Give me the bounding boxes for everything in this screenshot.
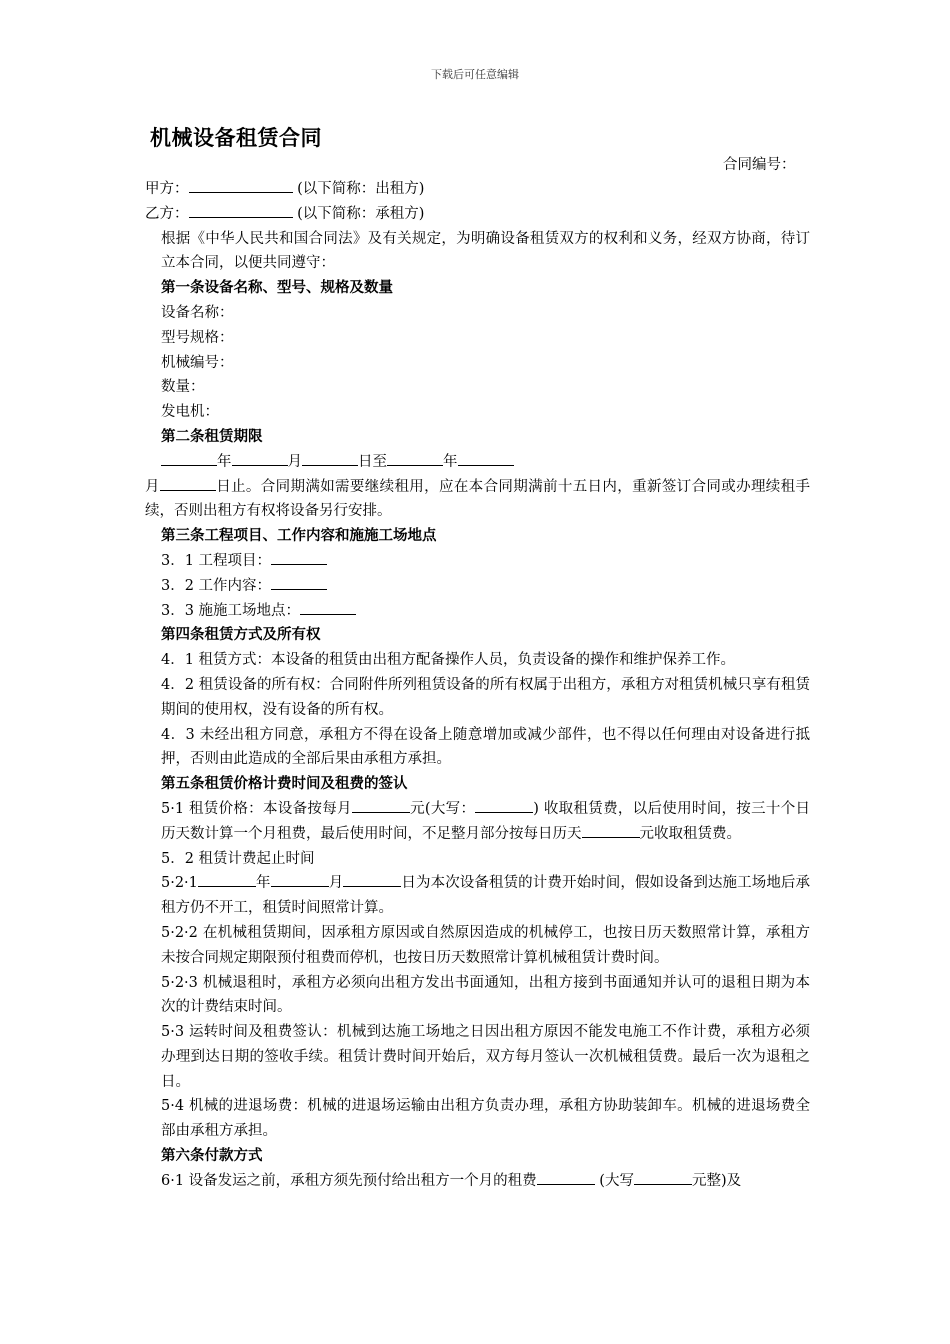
end-year-blank-a[interactable]	[387, 450, 443, 466]
quantity-field: 数量：	[161, 379, 205, 396]
article-5-heading: 第五条租赁价格计费时间及租费的签认	[161, 775, 408, 793]
clause-5-1-text-d: 元收取租赁费。	[639, 825, 741, 842]
party-b-blank[interactable]	[189, 202, 293, 218]
lease-period-line	[145, 450, 810, 475]
preamble: 根据《中华人民共和国合同法》及有关规定，为明确设备租赁双方的权利和义务，经双方协商，待订立本合同，以便共同遵守：	[161, 230, 810, 272]
year-label: 年	[217, 453, 232, 470]
project-blank[interactable]	[271, 549, 327, 565]
clause-5-2-1-num: 5·2·1	[161, 875, 198, 892]
start-day-blank[interactable]	[302, 450, 358, 466]
clause-5-2-3: 5·2·3 机械退租时，承租方必须向出租方发出书面通知，出租方接到书面通知并认可的退租日期为本次的计费结束时间。	[161, 974, 810, 1016]
site-location-item	[145, 599, 810, 624]
party-b-suffix: (以下简称：承租方)	[292, 205, 425, 222]
party-a-blank[interactable]	[189, 177, 293, 193]
machine-number-field: 机械编号：	[161, 354, 234, 371]
download-note: 下载后可任意编辑	[431, 68, 519, 81]
clause-6-1-text-b: (大写	[594, 1172, 634, 1189]
year-label-2: 年	[443, 453, 458, 470]
clause-6-1-text-a: 6·1 设备发运之前，承租方须先预付给出租方一个月的租费	[161, 1172, 537, 1189]
clause-5-1	[145, 797, 810, 847]
day-to-label: 日至	[358, 453, 387, 470]
site-location-label: 3．3 施施工场地点：	[161, 602, 301, 619]
prepay-words-blank[interactable]	[634, 1169, 692, 1185]
billing-day-blank[interactable]	[343, 871, 401, 887]
article-6-heading: 第六条付款方式	[161, 1147, 263, 1165]
clause-5-4: 5·4 机械的进退场费：机械的进退场运输由出租方负责办理，承租方协助装卸车。机械的进退场费全部由承租方承担。	[161, 1098, 810, 1140]
generator-field: 发电机：	[161, 404, 219, 421]
billing-month-label: 月	[328, 875, 344, 892]
party-a-label: 甲方：	[145, 181, 189, 197]
start-year-blank[interactable]	[161, 450, 217, 466]
document-title: 机械设备租赁合同	[150, 125, 322, 150]
clause-5-2-2: 5·2·2 在机械租赁期间，因承租方原因或自然原因造成的机械停工，也按日历天数照常计算，承租方未按合同规定期限预付租费而停机，也按日历天数照常计算机械租赁计费时间。	[161, 924, 810, 966]
lease-period-terms	[145, 475, 810, 525]
clause-4-1: 4．1 租赁方式：本设备的租赁由出租方配备操作人员，负责设备的操作和维护保养工作。	[161, 652, 736, 669]
project-label: 3．1 工程项目：	[161, 552, 272, 569]
clause-5-3: 5·3 运转时间及租费签认：机械到达施工场地之日因出租方原因不能发电施工不作计费，承租方必须办理到达日期的签收手续。租赁计费时间开始后，双方每月签认一次机械租赁费。最后一次为退租之日。	[161, 1024, 810, 1090]
clause-6-1-text-c: 元整)及	[691, 1172, 742, 1189]
clause-5-1-text-c: ) 收取租赁费，以后使用时间，按三十个日历天数计算一个月租费，最后使用时间，不足整月部分按每日历天	[161, 800, 811, 842]
party-b-label: 乙方：	[145, 205, 189, 222]
daily-rent-blank[interactable]	[582, 822, 640, 838]
party-b-line	[145, 202, 810, 227]
clause-5-2: 5．2 租赁计费起止时间	[161, 850, 315, 867]
month-label-2: 月	[145, 478, 160, 495]
clause-5-1-text-a: 5·1 租赁价格：本设备按每月	[161, 800, 352, 817]
billing-year-label: 年	[255, 875, 271, 892]
party-a-line	[145, 177, 810, 202]
work-content-item	[145, 574, 810, 599]
article-1-heading: 第一条设备名称、型号、规格及数量	[161, 279, 393, 297]
lease-period-text: 日止。合同期满如需要继续租用，应在本合同期满前十五日内，重新签订合同或办理续租手续，否则出租方有权将设备另行安排。	[145, 478, 811, 520]
contract-number-label: 合同编号：	[723, 157, 796, 173]
clause-5-2-1	[145, 871, 810, 921]
article-2-heading: 第二条租赁期限	[161, 427, 263, 445]
clause-4-3: 4．3 未经出租方同意，承租方不得在设备上随意增加或减少部件，也不得以任何理由对设备进行抵押，否则由此造成的全部后果由承租方承担。	[161, 726, 810, 768]
work-content-blank[interactable]	[271, 574, 327, 590]
billing-year-blank[interactable]	[198, 871, 256, 887]
end-month-blank[interactable]	[160, 475, 216, 491]
article-4-heading: 第四条租赁方式及所有权	[161, 626, 321, 644]
contract-body	[145, 177, 810, 1194]
month-label: 月	[287, 453, 302, 470]
model-spec-field: 型号规格：	[161, 329, 234, 346]
monthly-rent-words-blank[interactable]	[475, 797, 533, 813]
equipment-name-field: 设备名称：	[161, 304, 234, 321]
monthly-rent-blank[interactable]	[352, 797, 410, 813]
start-month-blank[interactable]	[232, 450, 288, 466]
billing-month-blank[interactable]	[271, 871, 329, 887]
site-location-blank[interactable]	[300, 599, 356, 615]
clause-6-1	[145, 1169, 810, 1194]
clause-5-1-text-b: 元(大写：	[409, 800, 476, 817]
end-year-blank-b[interactable]	[458, 450, 514, 466]
prepay-amount-blank[interactable]	[537, 1169, 595, 1185]
project-item	[145, 549, 810, 574]
article-3-heading: 第三条工程项目、工作内容和施施工场地点	[161, 527, 437, 545]
party-a-suffix: (以下简称：出租方)	[292, 181, 425, 197]
clause-5-2-1-text: 日为本次设备租赁的计费开始时间，假如设备到达施工场地后承租方仍不开工，租赁时间照常计算。	[161, 875, 811, 917]
work-content-label: 3．2 工作内容：	[161, 577, 272, 594]
clause-4-2: 4．2 租赁设备的所有权：合同附件所列租赁设备的所有权属于出租方，承租方对租赁机械只享有租赁期间的使用权，没有设备的所有权。	[161, 676, 810, 718]
